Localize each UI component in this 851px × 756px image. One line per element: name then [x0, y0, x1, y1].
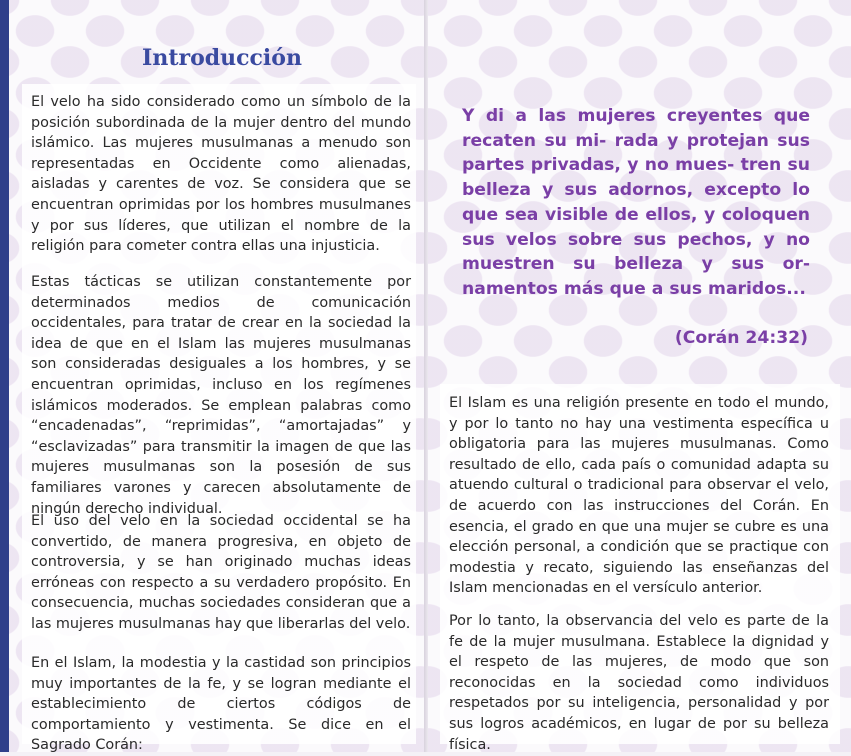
paragraph-2: Estas tácticas se utilizan constantemente por determinados medios de comunicación occidentales, para tratar de crear en la sociedad la idea de que en el Islam las mujeres musulmanas son consideradas desiguales a los hombres, y se encuentran oprimidas, incluso en los regímenes islámicos moderados. Se emplean palabras como “encadenadas”, “reprimidas”, “amortajadas” y “esclavizadas” para transmitir la imagen de que las mujeres musulmanas son la posesión de sus familiares varones y carecen absolutamente de ningún derecho individual. [31, 274, 411, 517]
page-title: Introducción [142, 45, 302, 71]
paragraph-4: En el Islam, la modestia y la castidad son principios muy importantes de la fe, y se logran mediante el establecimiento de ciertos códigos de comportamiento y vestimenta. Se dice en el Sagrado Corán: [31, 655, 411, 754]
blue-edge-strip [0, 0, 9, 752]
paragraph-5: El Islam es una religión presente en todo el mundo, y por lo tanto no hay una vestimenta específica u obligatoria para las mujeres musulmanas. Como resultado de ello, cada país o comunidad adapta su atuendo cultural o tradicional para observar el velo, de acuerdo con las instrucciones del Corán. En esencia, el grado en que una mujer se cubre es una elección personal, a condición que se practique con modestia y recato, siguiendo las enseñanzas del Islam mencionadas en el versículo anterior. [449, 395, 829, 597]
page-fold [424, 0, 428, 752]
quote-citation: (Corán 24:32) [674, 328, 808, 348]
paragraph-1: El velo ha sido considerado como un símbolo de la posición subordinada de la mujer dentro del mundo islámico. Las mujeres musulmanas a menudo son representadas en Occidente como alienadas, aisladas y carentes de voz. Se considera que se encuentran oprimidas por los hombres musulmanes y por sus líderes, que utilizan el nombre de la religión para cometer contra ellas una injusticia. [31, 94, 411, 255]
paragraph-3: El uso del velo en la sociedad occidental se ha convertido, de manera progresiva, en objeto de controversia, y se han originado muchas ideas erróneas con respecto a su verdadero propósito. En consecuencia, muchas sociedades consideran que a las mujeres musulmanas hay que liberarlas del velo. [31, 513, 411, 632]
paragraph-6: Por lo tanto, la observancia del velo es parte de la fe de la mujer musulmana. Establece la dignidad y el respeto de las mujeres, de modo que son reconocidas en la sociedad como individuos respetados por su inteligencia, personalidad y por sus logros académicos, en lugar de por su belleza física. [449, 613, 829, 753]
quran-quote: Y di a las mujeres creyentes que recaten su mi- rada y protejan sus partes privadas, y no mues- tren su belleza y sus adornos, excepto lo que sea visible de ellos, y coloquen sus velos sobre sus pechos, y no muestren su belleza y sus or- namentos más que a sus maridos... [462, 106, 810, 299]
